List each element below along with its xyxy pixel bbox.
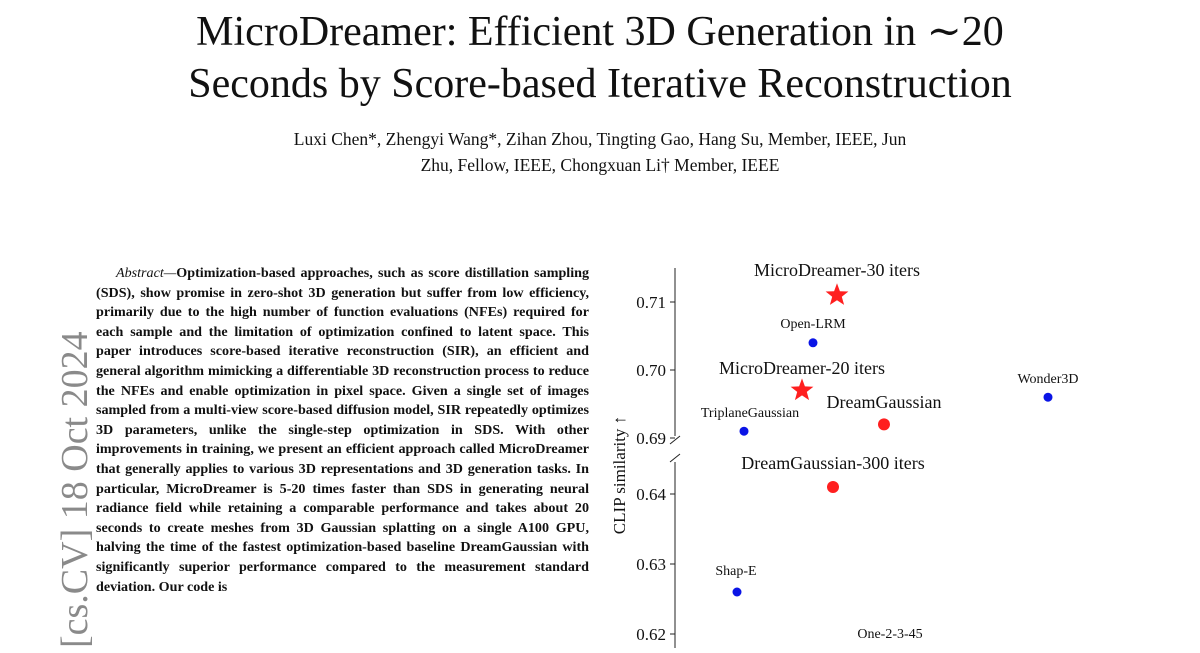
y-tick-label: 0.63 <box>636 555 666 574</box>
point-label-open-lrm: Open-LRM <box>780 317 846 332</box>
point-label-wonder3d: Wonder3D <box>1017 372 1079 387</box>
point-microdreamer-30-iters <box>826 283 849 305</box>
abstract-lead: Abstract— <box>116 265 177 281</box>
point-microdreamer-20-iters <box>791 378 814 400</box>
author-line-2: Zhu, Fellow, IEEE, Chongxuan Li† Member, IEEE <box>420 155 780 175</box>
y-tick-label: 0.64 <box>636 485 666 504</box>
point-dreamgaussian <box>878 418 890 430</box>
point-triplanegaussian <box>740 427 749 436</box>
point-shap-e <box>733 588 742 597</box>
abstract <box>96 264 589 597</box>
point-open-lrm <box>809 338 818 347</box>
abstract-body: Optimization-based approaches, such as score distillation sampling (SDS), show promise in zero-shot 3D generation but suffer from low efficiency, primarily due to the high number of function evaluations (NFEs) required for each sample and the limitation of optimization confined to latent space. This paper introduces score-based iterative reconstruction (SIR), an efficient and general algorithm mimicking a differentiable 3D reconstruction process to reduce the NFEs and enable optimization in pixel space. Given a single set of images sampled from a multi-view score-based diffusion model, SIR repeatedly optimizes 3D parameters, unlike the single-step optimization in SDS. With other improvements in training, we present an efficient approach called MicroDreamer that generally applies to various 3D representations and 3D generation tasks. In particular, MicroDreamer is 5-20 times faster than SDS in generating neural radiance field while retaining a comparable performance and takes about 20 seconds to create meshes from 3D Gaussian splatting on a single A100 GPU, halving the time of the fastest optimization-based baseline DreamGaussian with significantly superior performance compared to the measurement standard deviation. Our code is <box>96 265 589 595</box>
point-label-microdreamer-20-iters: MicroDreamer-20 iters <box>718 358 886 378</box>
y-axis-label: CLIP similarity ↑ <box>610 415 629 535</box>
clip-similarity-figure <box>600 250 1100 653</box>
arxiv-stamp: [cs.CV] 18 Oct 2024 <box>54 331 96 648</box>
axis-break-mark <box>670 436 680 444</box>
point-label-dreamgaussian: DreamGaussian <box>826 392 942 412</box>
point-label-one-2-3-45: One-2-3-45 <box>857 627 923 642</box>
y-tick-label: 0.71 <box>636 293 666 312</box>
scatter-chart <box>600 250 1100 648</box>
point-label-shap-e: Shap-E <box>715 564 757 579</box>
author-list <box>0 126 1200 178</box>
point-label-dreamgaussian-300-iters: DreamGaussian-300 iters <box>741 453 925 473</box>
point-wonder3d <box>1044 393 1053 402</box>
paper-title <box>0 6 1200 110</box>
point-label-triplanegaussian: TriplaneGaussian <box>700 406 800 421</box>
author-line-1: Luxi Chen*, Zhengyi Wang*, Zihan Zhou, Tingting Gao, Hang Su, Member, IEEE, Jun <box>293 129 907 149</box>
point-label-microdreamer-30-iters: MicroDreamer-30 iters <box>753 260 921 280</box>
title-line-2: Seconds by Score-based Iterative Reconstruction <box>188 61 1012 107</box>
y-tick-label: 0.69 <box>636 429 666 448</box>
y-tick-label: 0.62 <box>636 625 666 644</box>
title-line-1: MicroDreamer: Efficient 3D Generation in ∼20 <box>196 9 1004 55</box>
y-tick-label: 0.70 <box>636 361 666 380</box>
point-dreamgaussian-300-iters <box>827 481 839 493</box>
axis-break-mark <box>670 454 680 462</box>
